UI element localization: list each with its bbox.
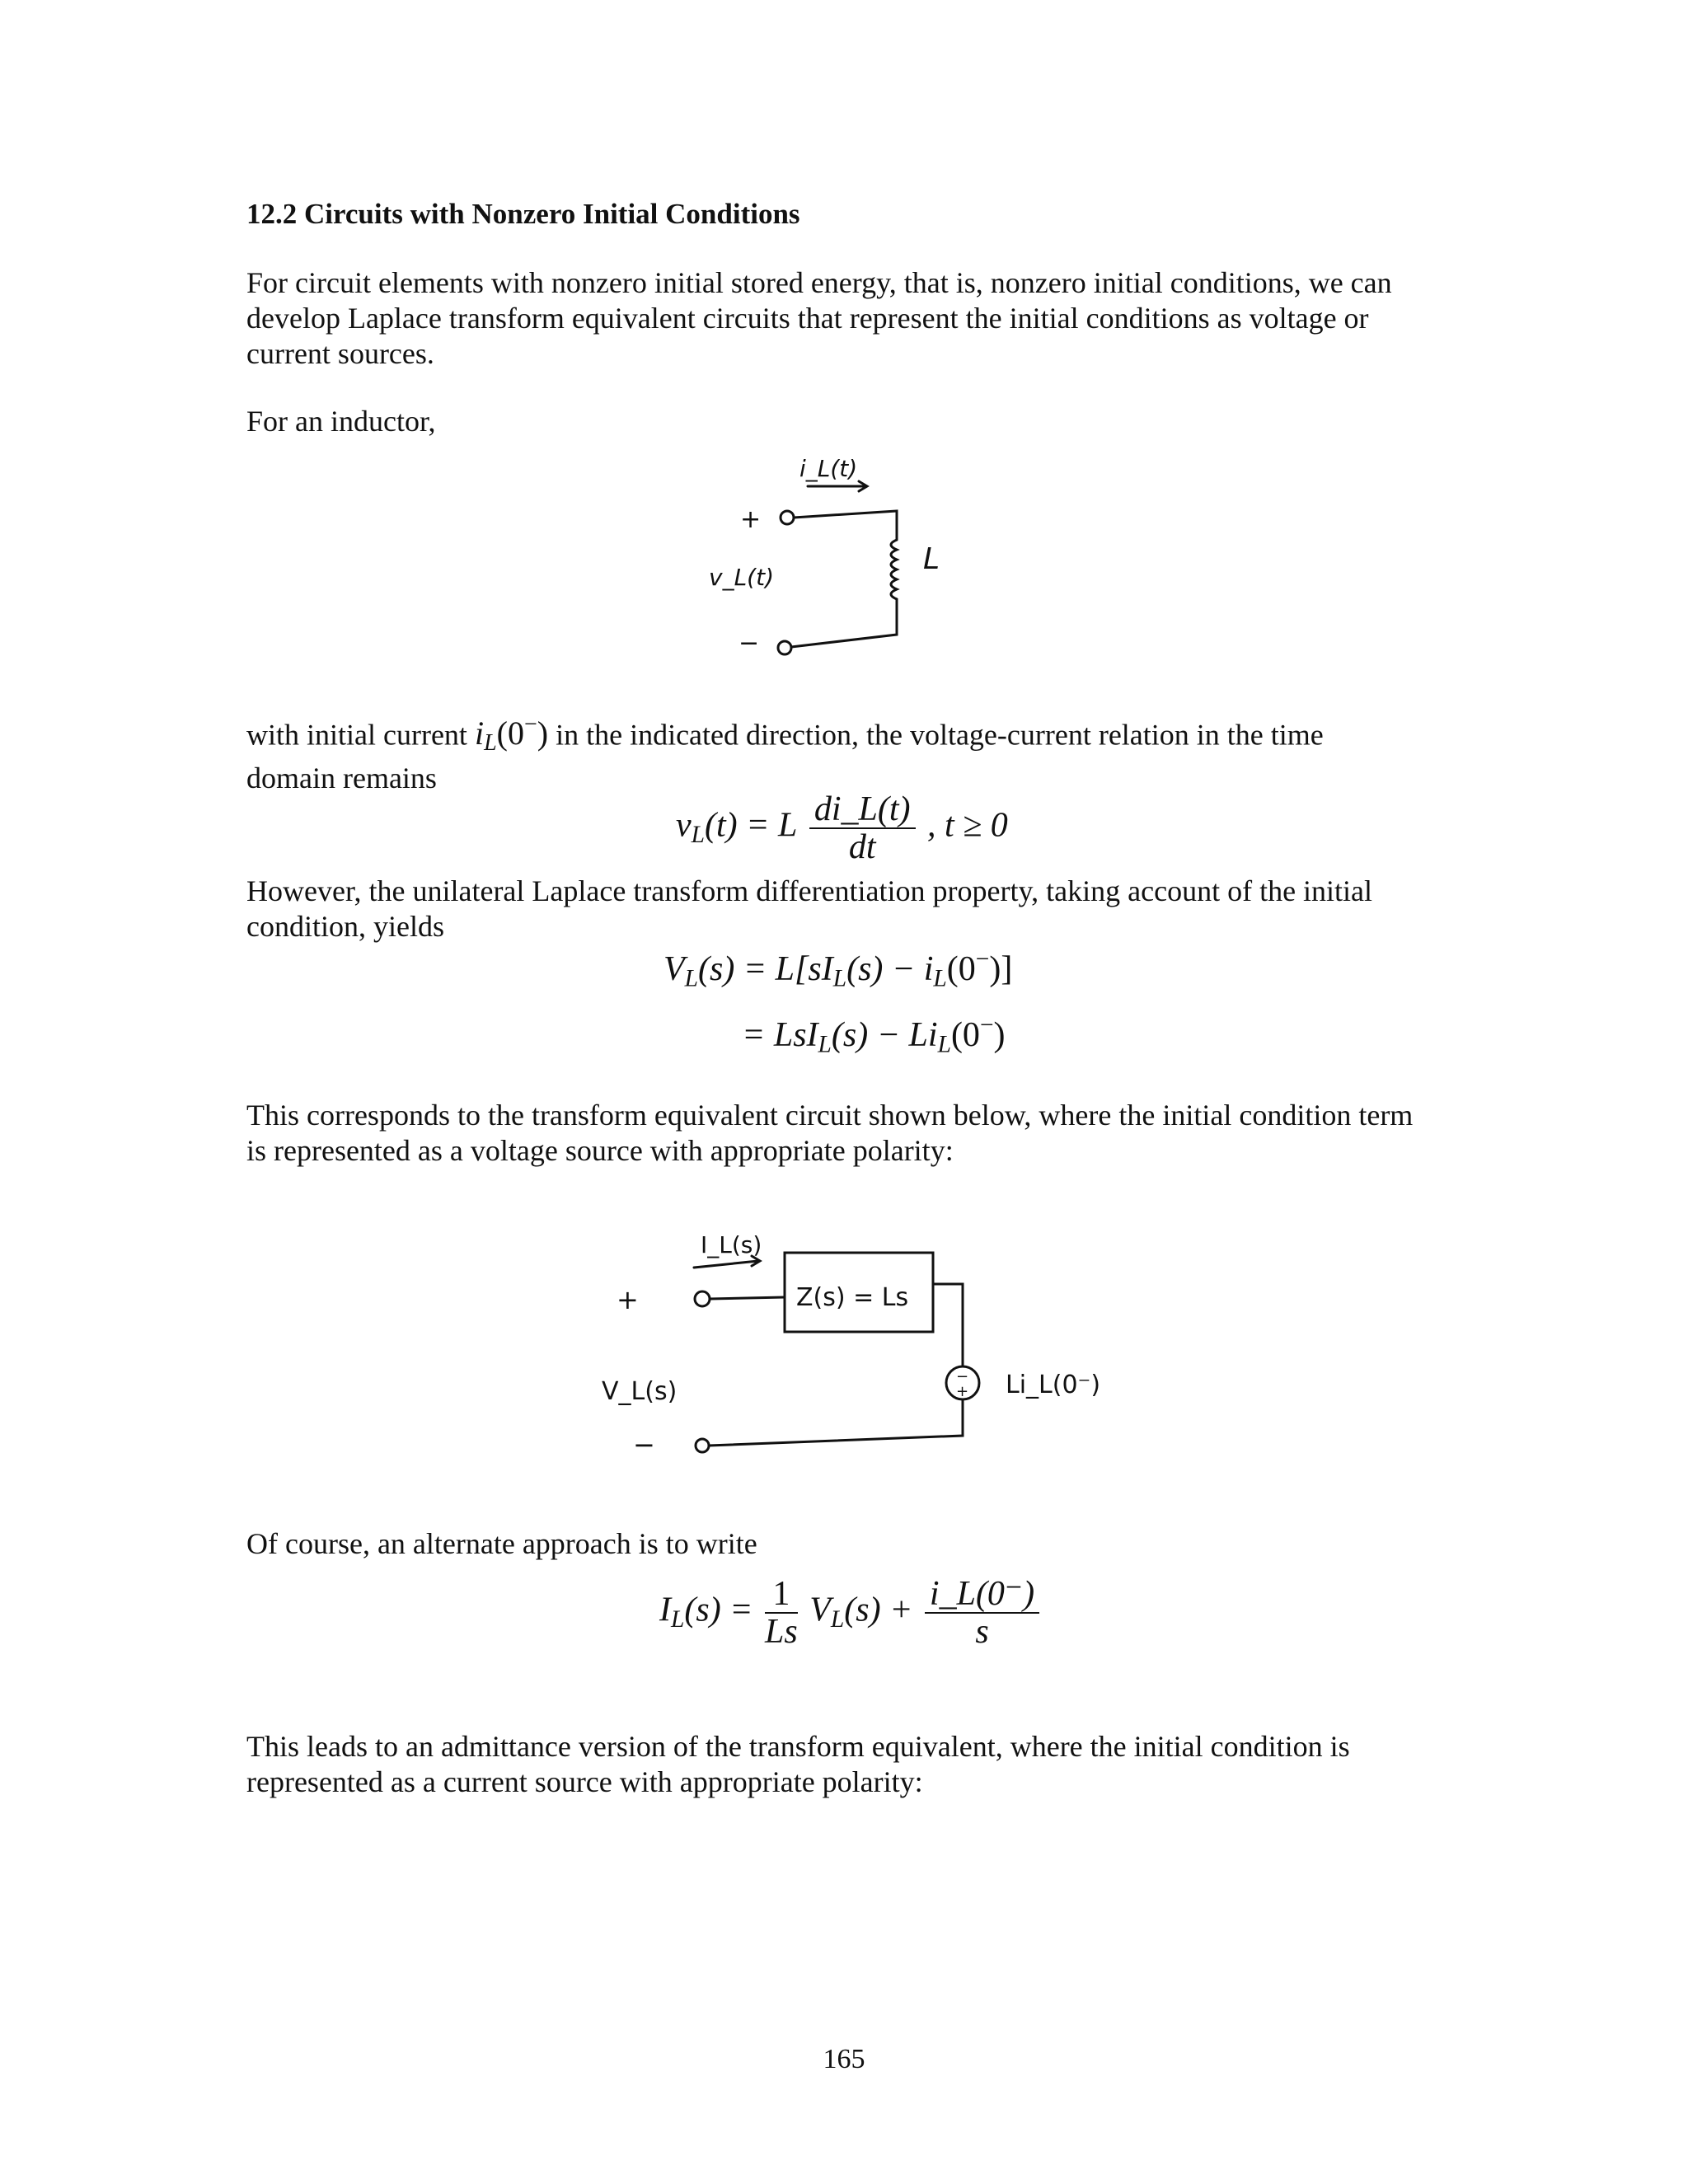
inductor-current-label: i_L(t): [799, 455, 858, 482]
source-minus: −: [956, 1368, 969, 1385]
source-plus: +: [956, 1383, 969, 1400]
transform-terminal-bottom: [696, 1439, 709, 1452]
initial-current-paragraph: [246, 707, 1483, 796]
transform-voltage-label: V_L(s): [602, 1377, 678, 1406]
transform-wire-out: [933, 1284, 963, 1366]
initial-current-before: with initial current: [246, 718, 467, 752]
initial-current-line2: domain remains: [246, 762, 437, 795]
initial-current-after: in the indicated direction, the voltage-current relation in the time: [556, 718, 1324, 752]
page-number: 165: [823, 2044, 865, 2074]
impedance-label: Z(s) = Ls: [796, 1283, 909, 1312]
transform-minus: −: [633, 1429, 655, 1460]
inductor-label: L: [923, 542, 940, 576]
wire-top: [794, 511, 897, 540]
transform-paragraph: This corresponds to the transform equivalent circuit shown below, where the initial condition term is represented as a voltage source with appropriate polarity:: [246, 1099, 1414, 1167]
initial-current-symbol: $i_L(0^-)$: [474, 712, 549, 757]
equation-voltage-current: $v_L(t) = L$ $\frac{di\_L(t)}{dt}$ , t ≥ 0: [676, 790, 1008, 866]
equation-laplace-line2: = $LsI_L(s) - Li_L(0^-)$: [742, 1012, 1006, 1058]
transform-current-label: I_L(s): [701, 1231, 762, 1258]
terminal-minus: −: [738, 629, 760, 658]
terminal-top: [781, 511, 794, 524]
transform-plus: +: [617, 1284, 639, 1315]
transform-terminal-top: [695, 1291, 710, 1306]
admittance-paragraph: This leads to an admittance version of the transform equivalent, where the initial condition is represented as a current source with appropriate polarity:: [246, 1730, 1350, 1798]
source-label: Li_L(0⁻): [1006, 1371, 1101, 1399]
inductor-circuit-figure: [701, 445, 973, 668]
terminal-bottom: [778, 641, 791, 654]
equation-admittance: $I_L(s)$ = $\frac{1}{Ls}$ $V_L(s)$ + $\frac{i\_L(0^-)}{s}$: [659, 1576, 1043, 1650]
alternate-paragraph: Of course, an alternate approach is to write: [246, 1527, 757, 1560]
inductor-intro: For an inductor,: [246, 405, 436, 438]
transform-wire-in: [710, 1297, 785, 1299]
equation-laplace-line1: $V_L(s) = L[sI_L(s) - i_L(0^-)]$: [663, 946, 1013, 992]
current-arrow: [808, 481, 867, 491]
terminal-plus: +: [740, 505, 762, 534]
inductor-voltage-label: v_L(t): [709, 564, 774, 591]
inductor-coil: [891, 540, 897, 599]
section-title: 12.2 Circuits with Nonzero Initial Conditions: [246, 198, 800, 230]
wire-bottom: [791, 599, 897, 647]
however-paragraph: However, the unilateral Laplace transform differentiation property, taking account of the initial condition, yields: [246, 874, 1373, 943]
transform-equivalent-figure: [593, 1220, 1137, 1483]
intro-paragraph: For circuit elements with nonzero initial stored energy, that is, nonzero initial conditions, we can develop Laplace transform equivalent circuits that represent the initial conditions as voltage or current sources.: [246, 266, 1392, 370]
transform-wire-bottom: [709, 1399, 963, 1446]
